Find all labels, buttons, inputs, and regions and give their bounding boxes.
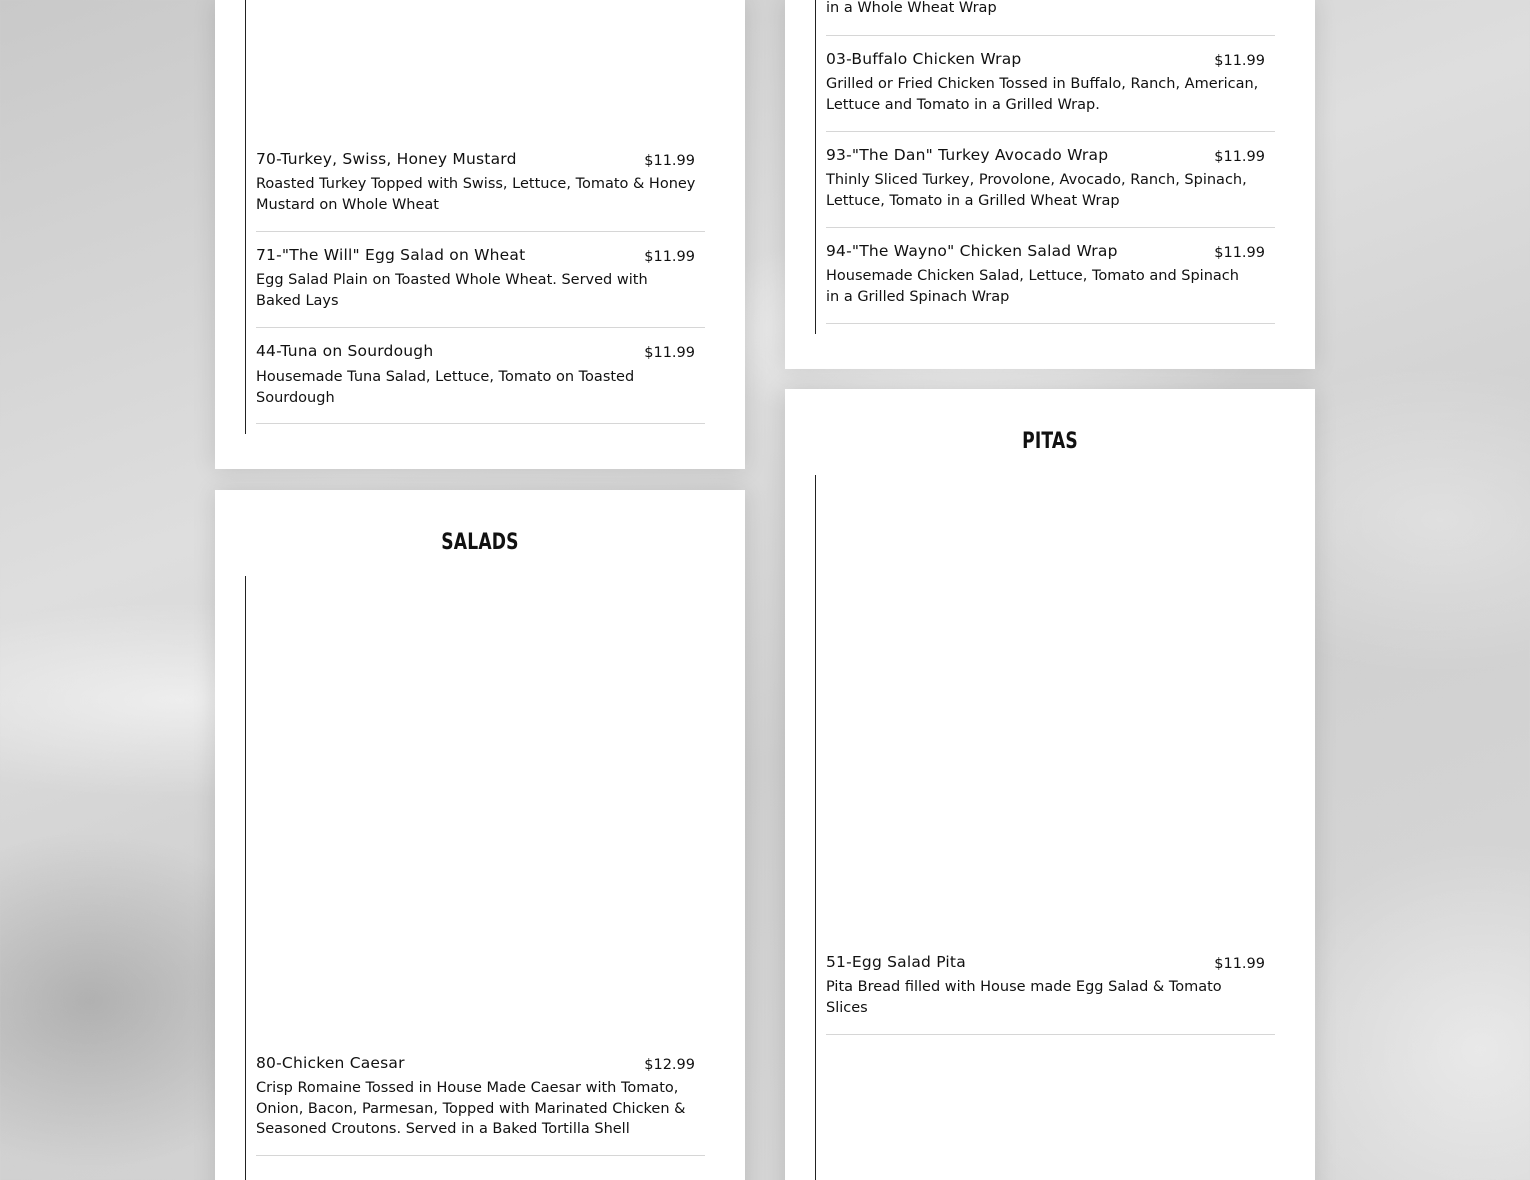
menu-item[interactable]	[826, 146, 1275, 228]
item-name: 71-"The Will" Egg Salad on Wheat	[256, 246, 526, 264]
item-name: 70-Turkey, Swiss, Honey Mustard	[256, 150, 517, 168]
menu-item[interactable]	[826, 242, 1275, 324]
menu-item[interactable]	[826, 953, 1275, 1035]
item-name: 93-"The Dan" Turkey Avocado Wrap	[826, 146, 1109, 164]
pitas-panel	[785, 389, 1315, 1180]
wraps-panel	[785, 0, 1315, 369]
section-rail	[815, 0, 816, 334]
item-description: Housemade Chicken Salad, Lettuce, Tomato and Spinach in a Grilled Spinach Wrap	[826, 268, 1239, 305]
item-price: $12.99	[644, 1057, 695, 1073]
section-heading: SALADS	[441, 530, 519, 555]
menu-item[interactable]	[256, 150, 705, 232]
menu-item[interactable]	[256, 342, 705, 424]
section-rail	[245, 576, 246, 1180]
menu-item[interactable]	[826, 50, 1275, 132]
item-description: Housemade Tuna Salad, Lettuce, Tomato on Toasted Sourdough	[256, 369, 635, 406]
item-description: Pita Bread filled with House made Egg Salad & Tomato Slices	[826, 979, 1222, 1016]
item-price: $11.99	[1214, 245, 1265, 261]
item-name: 51-Egg Salad Pita	[826, 953, 966, 971]
item-price: $11.99	[644, 345, 695, 361]
salads-panel	[215, 490, 745, 1180]
menu-item-continued[interactable]	[826, 0, 1275, 36]
item-description: Crisp Romaine Tossed in House Made Caesar with Tomato, Onion, Bacon, Parmesan, Topped with Marinated Chicken & Seasoned Croutons. Served in a Baked Tortilla Shell	[256, 1080, 686, 1137]
section-heading: PITAS	[1022, 429, 1078, 454]
menu-item[interactable]	[256, 1054, 705, 1156]
item-description: Grilled or Fried Chicken Tossed in Buffalo, Ranch, American, Lettuce and Tomato in a Grilled Wrap.	[826, 76, 1259, 113]
item-price: $11.99	[644, 153, 695, 169]
item-description: Thinly Sliced Turkey, Provolone, Avocado, Ranch, Spinach, Lettuce, Tomato in a Grilled Wheat Wrap	[826, 172, 1247, 209]
item-price: $11.99	[1214, 956, 1265, 972]
item-description: Roasted Turkey Topped with Swiss, Lettuce, Tomato & Honey Mustard on Whole Wheat	[256, 176, 696, 213]
item-price: $11.99	[644, 249, 695, 265]
item-description: in a Whole Wheat Wrap	[826, 0, 997, 16]
section-rail	[815, 475, 816, 1180]
section-rail	[245, 0, 246, 434]
item-name: 03-Buffalo Chicken Wrap	[826, 50, 1022, 68]
item-name: 44-Tuna on Sourdough	[256, 342, 434, 360]
item-description: Egg Salad Plain on Toasted Whole Wheat. Served with Baked Lays	[256, 272, 648, 309]
item-price: $11.99	[1214, 53, 1265, 69]
menu-item[interactable]	[256, 246, 705, 328]
item-name: 94-"The Wayno" Chicken Salad Wrap	[826, 242, 1118, 260]
sandwiches-panel	[215, 0, 745, 469]
item-price: $11.99	[1214, 149, 1265, 165]
item-name: 80-Chicken Caesar	[256, 1054, 405, 1072]
